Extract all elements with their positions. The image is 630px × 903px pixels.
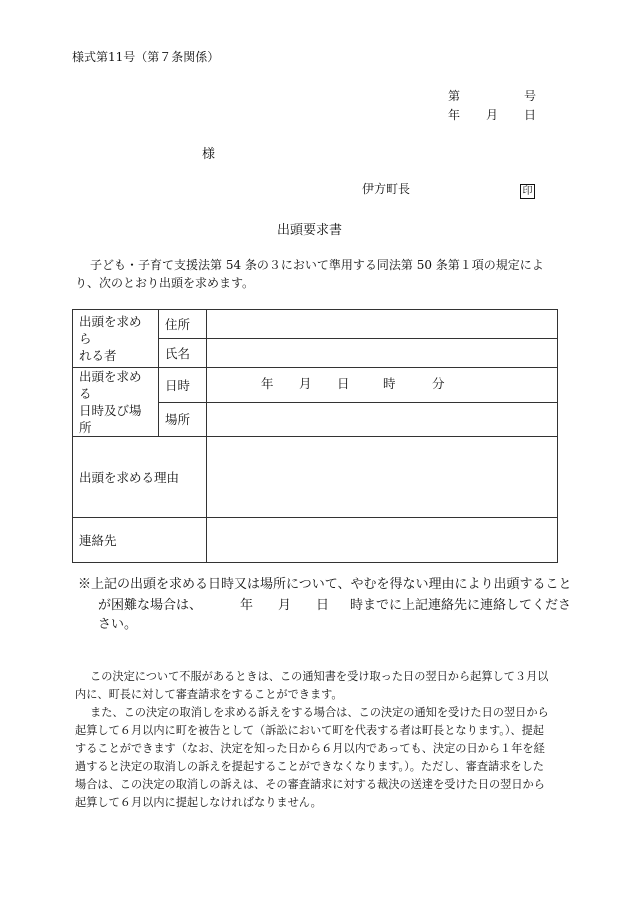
appeal-line-4: 起算して６月以内に町を被告として（訴訟において町を代表する者は町長となります。）、提起 xyxy=(75,724,544,737)
datetime-field[interactable] xyxy=(207,368,558,403)
person-header-line-2: れる者 xyxy=(79,348,117,363)
document-title: 出頭要求書 xyxy=(277,223,343,238)
table-row xyxy=(73,437,558,518)
appeal-line-7: 場合は、この決定の取消しの訴えは、その審査請求に対する裁決の送達を受けた日の翌日から xyxy=(75,778,545,791)
appeal-line-1: この決定について不服があるときは、この通知書を受け取った日の翌日から起算して３月以 xyxy=(90,670,549,683)
date-month: 月 xyxy=(486,108,499,122)
appeal-line-6: 過すると決定の取消しの訴えを提起することができなくなります。）。ただし、審査請求をした xyxy=(75,760,544,773)
name-field[interactable] xyxy=(207,339,558,368)
datetime-header-line-2: 日時及び場所 xyxy=(79,403,142,435)
date-year: 年 xyxy=(448,108,461,122)
issuer-name: 伊方町長 xyxy=(362,182,411,196)
appeal-line-3: また、この決定の取消しを求める訴えをする場合は、この決定の通知を受けた日の翌日から xyxy=(90,706,549,719)
place-field[interactable] xyxy=(207,402,558,437)
intro-line-2: り、次のとおり出頭を求めます。 xyxy=(75,276,255,290)
note-line-2-day: 日 xyxy=(316,598,330,613)
datetime-label: 日時 xyxy=(159,368,207,403)
datetime-header-line-1: 出頭を求める xyxy=(79,369,142,401)
datetime-unit-hour: 時 xyxy=(383,376,396,391)
address-label: 住所 xyxy=(159,310,207,339)
datetime-header xyxy=(73,368,159,437)
table-row xyxy=(73,518,558,563)
reason-label: 出頭を求める理由 xyxy=(73,437,207,518)
address-field[interactable] xyxy=(207,310,558,339)
datetime-unit-minute: 分 xyxy=(432,376,445,391)
intro-line-1: 子ども・子育て支援法第 54 条の３において準用する同法第 50 条第１項の規定によ xyxy=(90,258,544,272)
contact-field[interactable] xyxy=(207,518,558,563)
form-reference: 様式第11号（第７条関係） xyxy=(72,50,220,64)
note-line-1: ※上記の出頭を求める日時又は場所について、やむを得ない理由により出頭すること xyxy=(78,577,572,592)
datetime-unit-month: 月 xyxy=(299,376,312,391)
appeal-line-2: 内に、町長に対して審査請求をすることができます。 xyxy=(75,688,343,701)
addressee-suffix: 様 xyxy=(202,147,216,162)
name-label: 氏名 xyxy=(159,339,207,368)
note-line-2-end: 時までに上記連絡先に連絡してくださ xyxy=(350,598,572,613)
note-line-2-start: が困難な場合は、 xyxy=(98,598,203,613)
number-dai: 第 xyxy=(448,89,461,103)
place-label: 場所 xyxy=(159,402,207,437)
reason-field[interactable] xyxy=(207,437,558,518)
person-header-line-1: 出頭を求めら xyxy=(79,314,142,346)
seal-icon: 印 xyxy=(520,184,535,199)
note-line-2-year: 年 xyxy=(240,598,254,613)
date-day: 日 xyxy=(524,108,537,122)
contact-label: 連絡先 xyxy=(73,518,207,563)
table-row xyxy=(73,368,558,403)
seal-mark xyxy=(520,179,535,199)
number-go: 号 xyxy=(524,89,537,103)
person-header xyxy=(73,310,159,368)
note-line-3: さい。 xyxy=(98,617,138,632)
datetime-unit-day: 日 xyxy=(337,376,350,391)
request-form-table xyxy=(72,309,558,563)
table-row xyxy=(73,310,558,339)
datetime-unit-year: 年 xyxy=(261,376,274,391)
note-line-2-month: 月 xyxy=(278,598,292,613)
appeal-line-8: 起算して６月以内に提起しなければなりません。 xyxy=(75,796,322,809)
appeal-line-5: することができます（なお、決定を知った日から６月以内であっても、決定の日から１年を経 xyxy=(75,742,545,755)
